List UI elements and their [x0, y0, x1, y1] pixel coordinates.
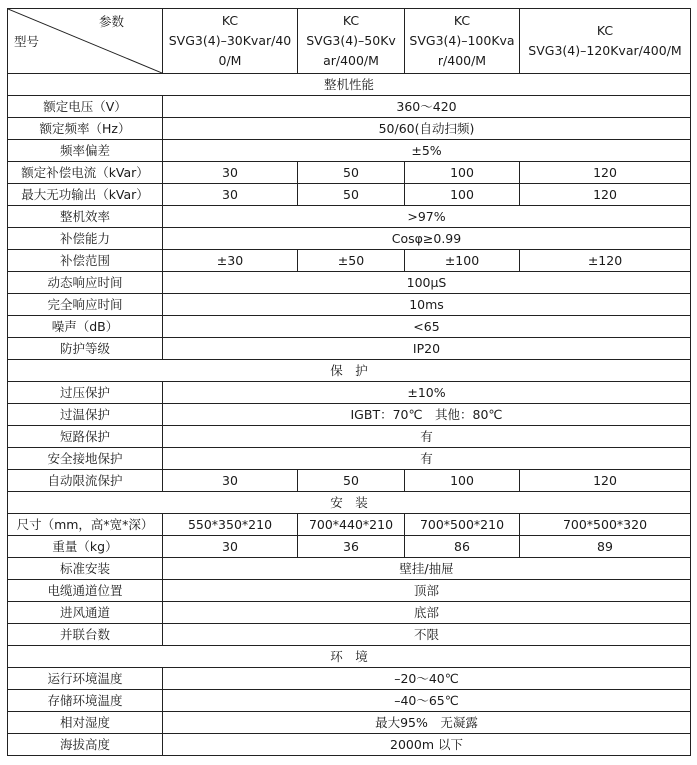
model-header [405, 9, 520, 74]
model-header [298, 9, 405, 74]
spec-value: 550*350*210 [163, 514, 298, 536]
param-label: 参数 [98, 14, 124, 29]
spec-row [8, 250, 691, 272]
spec-label: 尺寸（mm，高*宽*深） [8, 514, 163, 536]
model-line: SVG3(4)–100Kva [409, 33, 515, 48]
spec-row [8, 96, 691, 118]
spec-value: 30 [163, 470, 298, 492]
corner-cell [8, 9, 163, 74]
section-title: 保 护 [8, 360, 691, 382]
section-title: 安 装 [8, 492, 691, 514]
model-line: KC [596, 23, 614, 38]
spec-value: 有 [163, 426, 691, 448]
model-line: SVG3(4)–120Kvar/400/M [528, 43, 682, 58]
spec-label: 安全接地保护 [8, 448, 163, 470]
spec-value: 100 [405, 470, 520, 492]
spec-label: 补偿能力 [8, 228, 163, 250]
spec-value: 10ms [163, 294, 691, 316]
spec-label: 额定补偿电流（kVar） [8, 162, 163, 184]
section-row [8, 74, 691, 96]
spec-value: ±10% [163, 382, 691, 404]
spec-row [8, 668, 691, 690]
spec-label: 防护等级 [8, 338, 163, 360]
spec-label: 存储环境温度 [8, 690, 163, 712]
spec-row [8, 404, 691, 426]
model-line: KC [221, 13, 239, 28]
spec-row [8, 228, 691, 250]
spec-row [8, 624, 691, 646]
spec-label: 整机效率 [8, 206, 163, 228]
spec-row [8, 514, 691, 536]
model-line: KC [342, 13, 360, 28]
spec-value: 120 [520, 470, 691, 492]
spec-value: 700*500*320 [520, 514, 691, 536]
spec-row [8, 470, 691, 492]
spec-label: 完全响应时间 [8, 294, 163, 316]
spec-row [8, 448, 691, 470]
spec-value: 有 [163, 448, 691, 470]
spec-label: 海拔高度 [8, 734, 163, 756]
spec-label: 并联台数 [8, 624, 163, 646]
spec-label: 噪声（dB） [8, 316, 163, 338]
spec-label: 短路保护 [8, 426, 163, 448]
spec-value: 50 [298, 184, 405, 206]
spec-value: ±100 [405, 250, 520, 272]
model-header [520, 9, 691, 74]
spec-row [8, 382, 691, 404]
spec-value: 50 [298, 470, 405, 492]
spec-row [8, 206, 691, 228]
spec-label: 最大无功输出（kVar） [8, 184, 163, 206]
spec-value: 30 [163, 162, 298, 184]
section-row [8, 492, 691, 514]
spec-value: 89 [520, 536, 691, 558]
spec-value: 100 [405, 162, 520, 184]
spec-value: –20～40℃ [163, 668, 691, 690]
spec-label: 额定电压（V） [8, 96, 163, 118]
spec-value: 700*440*210 [298, 514, 405, 536]
section-row [8, 360, 691, 382]
model-line: KC [453, 13, 471, 28]
spec-label: 补偿范围 [8, 250, 163, 272]
spec-value: 100μS [163, 272, 691, 294]
spec-table-body [8, 9, 691, 756]
section-title: 整机性能 [8, 74, 691, 96]
spec-row [8, 580, 691, 602]
spec-value: 50 [298, 162, 405, 184]
spec-value: 最大95% 无凝露 [163, 712, 691, 734]
spec-value: 120 [520, 162, 691, 184]
section-title: 环 境 [8, 646, 691, 668]
spec-label: 标准安装 [8, 558, 163, 580]
header-row [8, 9, 691, 74]
spec-table [7, 8, 691, 756]
spec-label: 自动限流保护 [8, 470, 163, 492]
spec-row [8, 140, 691, 162]
spec-row [8, 712, 691, 734]
spec-row [8, 294, 691, 316]
model-line: SVG3(4)–30Kvar/40 [168, 33, 292, 48]
spec-label: 动态响应时间 [8, 272, 163, 294]
spec-label: 重量（kg） [8, 536, 163, 558]
spec-label: 过压保护 [8, 382, 163, 404]
spec-value: IGBT：70℃ 其他：80℃ [163, 404, 691, 426]
section-row [8, 646, 691, 668]
spec-table-container [7, 8, 691, 756]
spec-row [8, 162, 691, 184]
spec-row [8, 316, 691, 338]
model-line: ar/400/M [323, 53, 379, 68]
spec-value: <65 [163, 316, 691, 338]
spec-value: 36 [298, 536, 405, 558]
spec-value: IP20 [163, 338, 691, 360]
spec-value: 120 [520, 184, 691, 206]
spec-value: ±120 [520, 250, 691, 272]
spec-label: 进风通道 [8, 602, 163, 624]
spec-value: ±30 [163, 250, 298, 272]
spec-value: 700*500*210 [405, 514, 520, 536]
spec-row [8, 338, 691, 360]
spec-value: 360～420 [163, 96, 691, 118]
spec-row [8, 118, 691, 140]
model-line: SVG3(4)–50Kv [306, 33, 396, 48]
spec-value: ±5% [163, 140, 691, 162]
spec-row [8, 690, 691, 712]
spec-label: 运行环境温度 [8, 668, 163, 690]
spec-row [8, 602, 691, 624]
spec-label: 频率偏差 [8, 140, 163, 162]
spec-label: 相对湿度 [8, 712, 163, 734]
model-header [163, 9, 298, 74]
spec-row [8, 426, 691, 448]
spec-value: 30 [163, 184, 298, 206]
spec-value: 50/60(自动扫频) [163, 118, 691, 140]
model-line: r/400/M [437, 53, 487, 68]
spec-value: ±50 [298, 250, 405, 272]
spec-label: 过温保护 [8, 404, 163, 426]
spec-value: 壁挂/抽屉 [163, 558, 691, 580]
model-label: 型号 [14, 34, 40, 49]
spec-value: 顶部 [163, 580, 691, 602]
spec-row [8, 734, 691, 756]
spec-value: –40～65℃ [163, 690, 691, 712]
spec-row [8, 272, 691, 294]
spec-value: >97% [163, 206, 691, 228]
spec-value: 2000m 以下 [163, 734, 691, 756]
spec-value: Cosφ≥0.99 [163, 228, 691, 250]
spec-row [8, 558, 691, 580]
model-line: 0/M [218, 53, 242, 68]
spec-label: 额定频率（Hz） [8, 118, 163, 140]
spec-value: 100 [405, 184, 520, 206]
spec-value: 86 [405, 536, 520, 558]
spec-row [8, 184, 691, 206]
spec-value: 底部 [163, 602, 691, 624]
spec-label: 电缆通道位置 [8, 580, 163, 602]
spec-value: 不限 [163, 624, 691, 646]
spec-value: 30 [163, 536, 298, 558]
spec-row [8, 536, 691, 558]
